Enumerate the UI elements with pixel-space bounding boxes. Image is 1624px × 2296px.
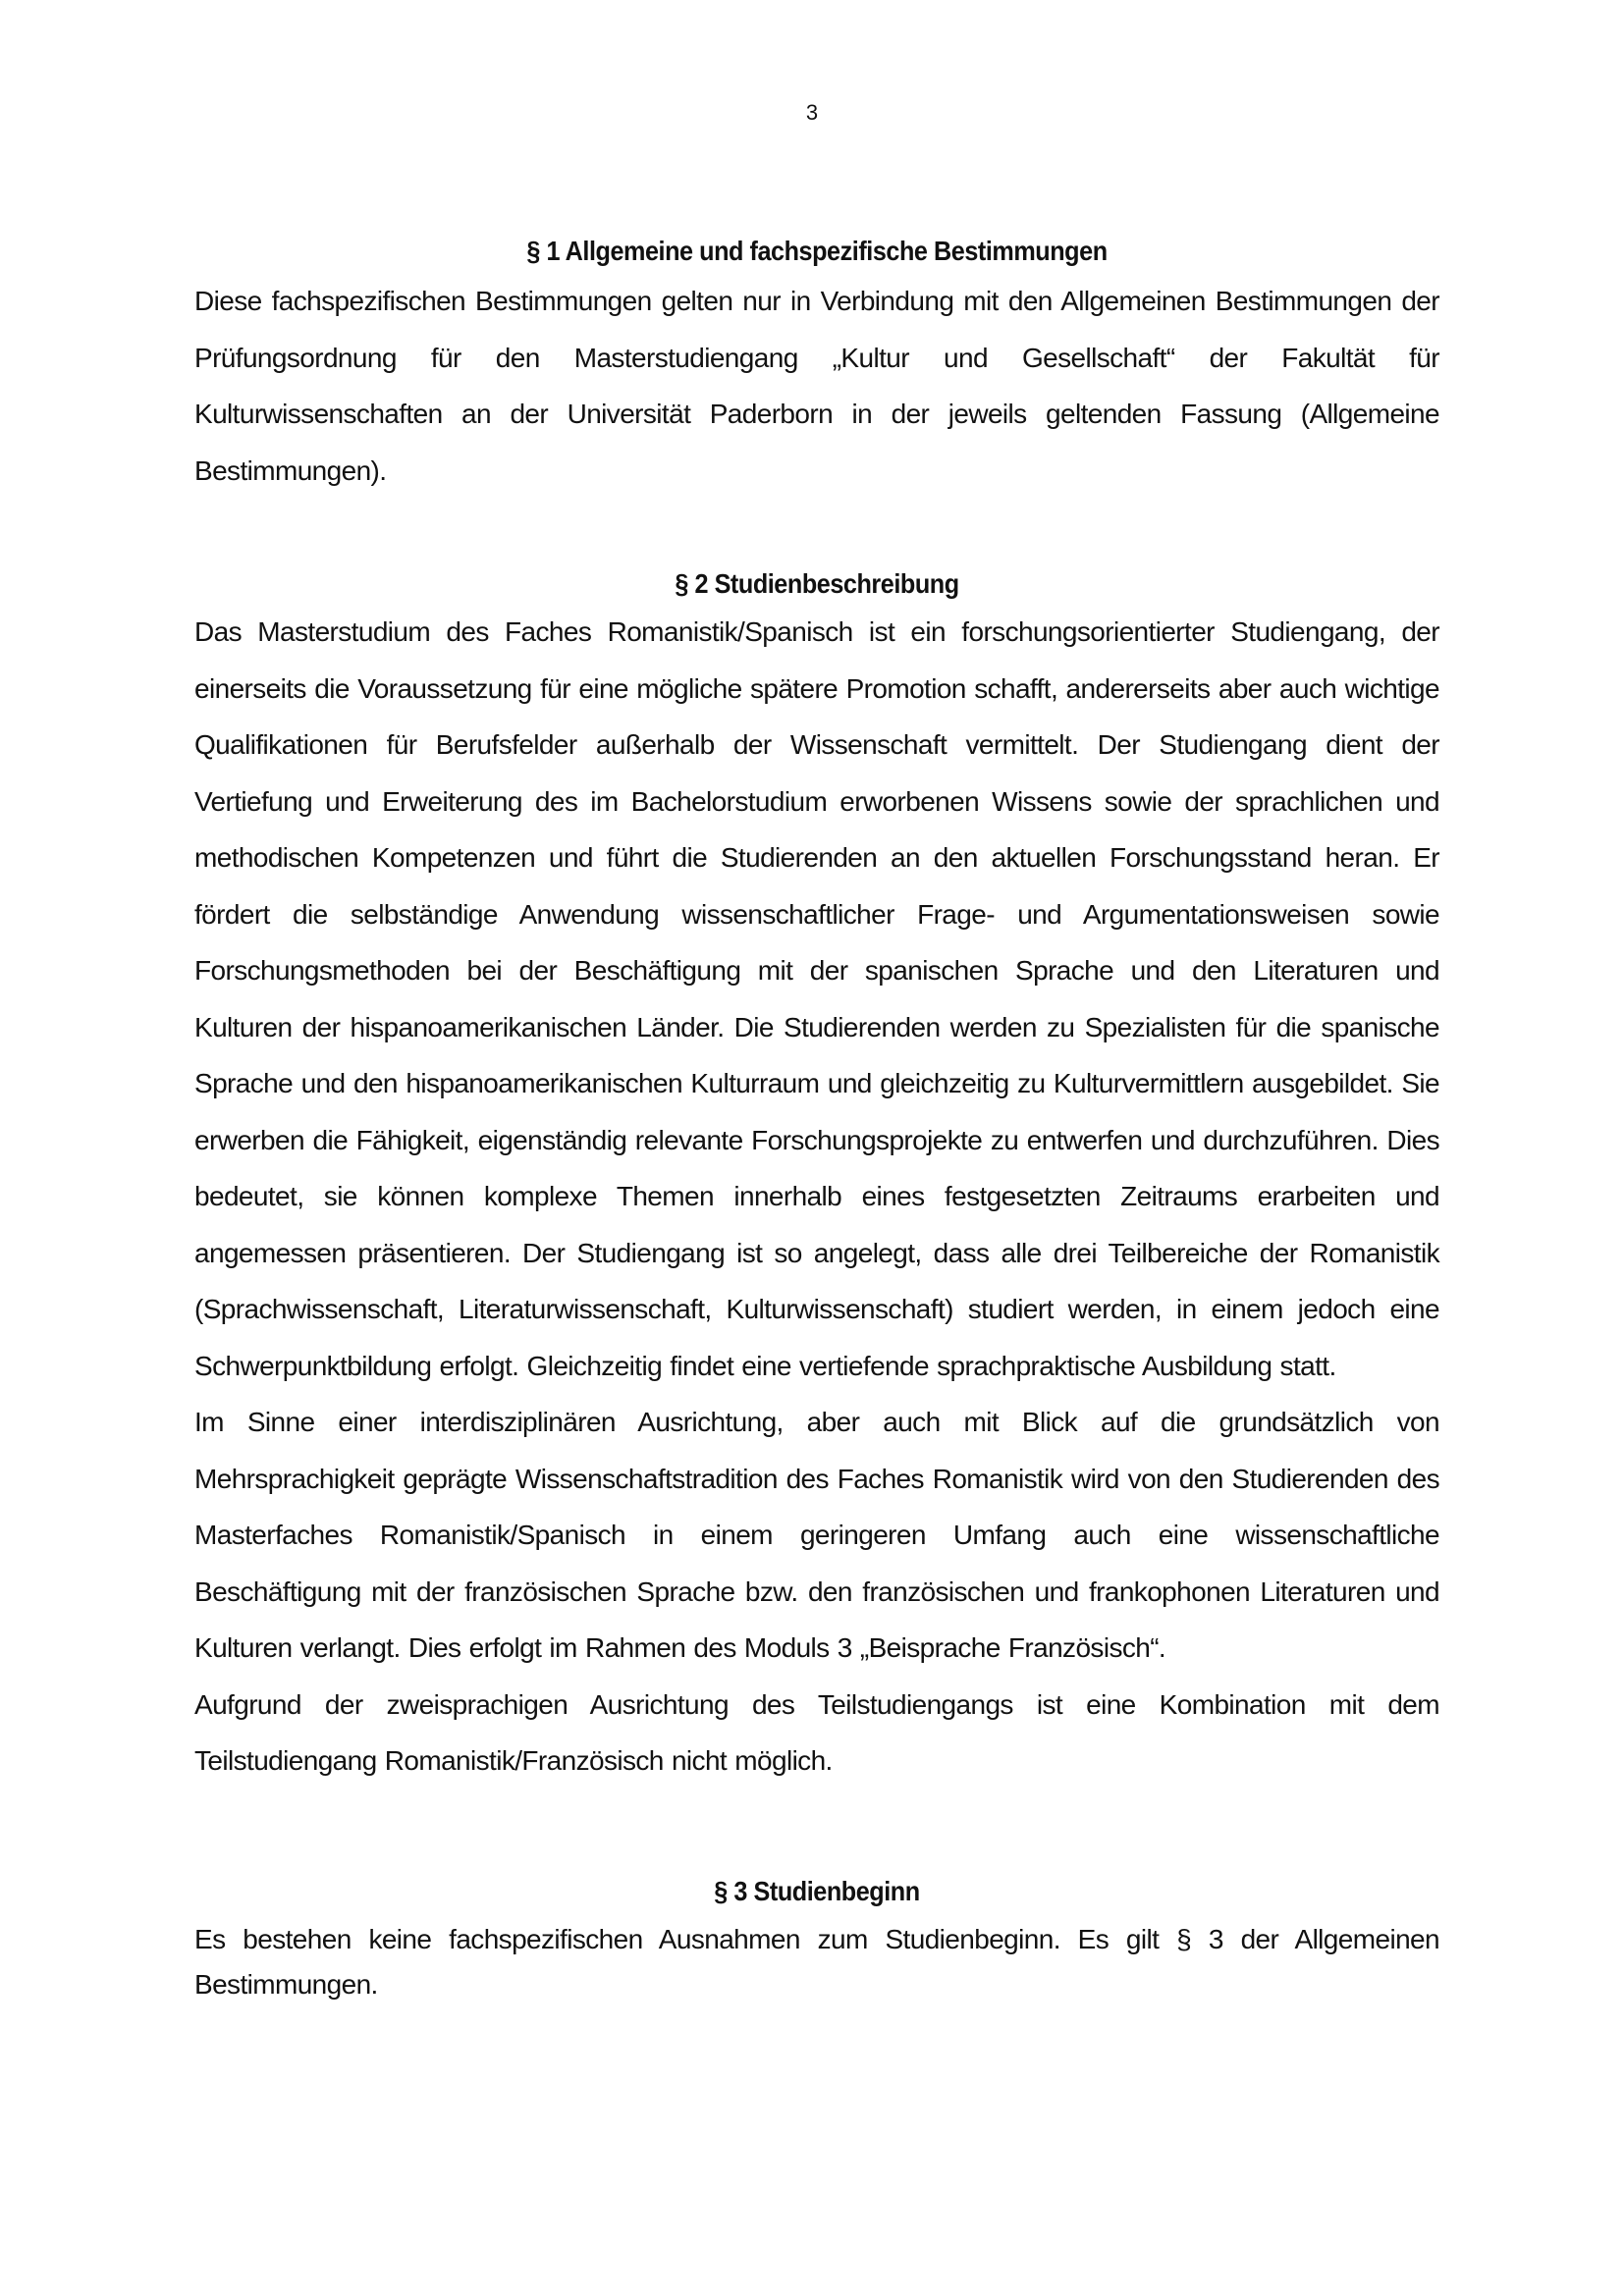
paragraph: Aufgrund der zweisprachigen Ausrichtung des Teilstudiengangs ist eine Kombination mit dem Teilstudiengang Romanistik/Französisch nicht möglich. [194, 1688, 1439, 1776]
section-heading: § 3 Studienbeginn [714, 1875, 920, 1906]
paragraph: Es bestehen keine fachspezifischen Ausnahmen zum Studienbeginn. Es gilt § 3 der Allgemeinen Bestimmungen. [194, 1923, 1439, 2000]
section-heading: § 1 Allgemeine und fachspezifische Bestimmungen [526, 236, 1108, 266]
section-1 [194, 232, 1439, 499]
paragraph: Diese fachspezifischen Bestimmungen gelten nur in Verbindung mit den Allgemeinen Bestimmungen der Prüfungsordnung für den Masterstudiengang „Kultur und Gesellschaft“ der Fakultät für Kulturwissenschaften an der Universität Paderborn in der jeweils geltenden Fassung (Allgemeine Bestimmungen). [194, 286, 1439, 486]
page-number: 3 [805, 100, 819, 125]
section-heading: § 2 Studienbeschreibung [675, 568, 959, 599]
paragraph: Im Sinne einer interdisziplinären Ausrichtung, aber auch mit Blick auf die grundsätzlich von Mehrsprachigkeit geprägte Wissenschaftstradition des Faches Romanistik wird von den Studierenden des Masterfaches Romanistik/Spanisch in einem geringeren Umfang auch eine wissenschaftliche Beschäftigung mit der französischen Sprache bzw. den französischen und frankophonen Literaturen und Kulturen verlangt. Dies erfolgt im Rahmen des Moduls 3 „Beisprache Französisch“. [194, 1407, 1439, 1663]
paragraph: Das Masterstudium des Faches Romanistik/Spanisch ist ein forschungsorientierter Studiengang, der einerseits die Voraussetzung für eine mögliche spätere Promotion schafft, andererseits aber auch wichtige Qualifikationen für Berufsfelder außerhalb der Wissenschaft vermittelt. Der Studiengang dient der Vertiefung und Erweiterung des im Bachelorstudium erworbenen Wissens sowie der sprachlichen und methodischen Kompetenzen und führt die Studierenden an den aktuellen Forschungsstand heran. Er fördert die selbständige Anwendung wissenschaftlicher Frage- und Argumentationsweisen sowie Forschungsmethoden bei der Beschäftigung mit der spanischen Sprache und den Literaturen und Kulturen der hispanoamerikanischen Länder. Die Studierenden werden zu Spezialisten für die spanische Sprache und den hispanoamerikanischen Kulturraum und gleichzeitig zu Kulturvermittlern ausgebildet. Sie erwerben die Fähigkeit, eigenständig relevante Forschungsprojekte zu entwerfen und durchzuführen. Dies bedeutet, sie können komplexe Themen innerhalb eines festgesetzten Zeitraums erarbeiten und angemessen präsentieren. Der Studiengang ist so angelegt, dass alle drei Teilbereiche der Romanistik (Sprachwissenschaft, Literaturwissenschaft, Kulturwissenschaft) studiert werden, in einem jedoch eine Schwerpunktbildung erfolgt. Gleichzeitig findet eine vertiefende sprachpraktische Ausbildung statt. [194, 616, 1439, 1381]
page-content [194, 232, 1439, 2007]
section-3 [194, 1872, 1439, 2007]
section-2 [194, 564, 1439, 1789]
